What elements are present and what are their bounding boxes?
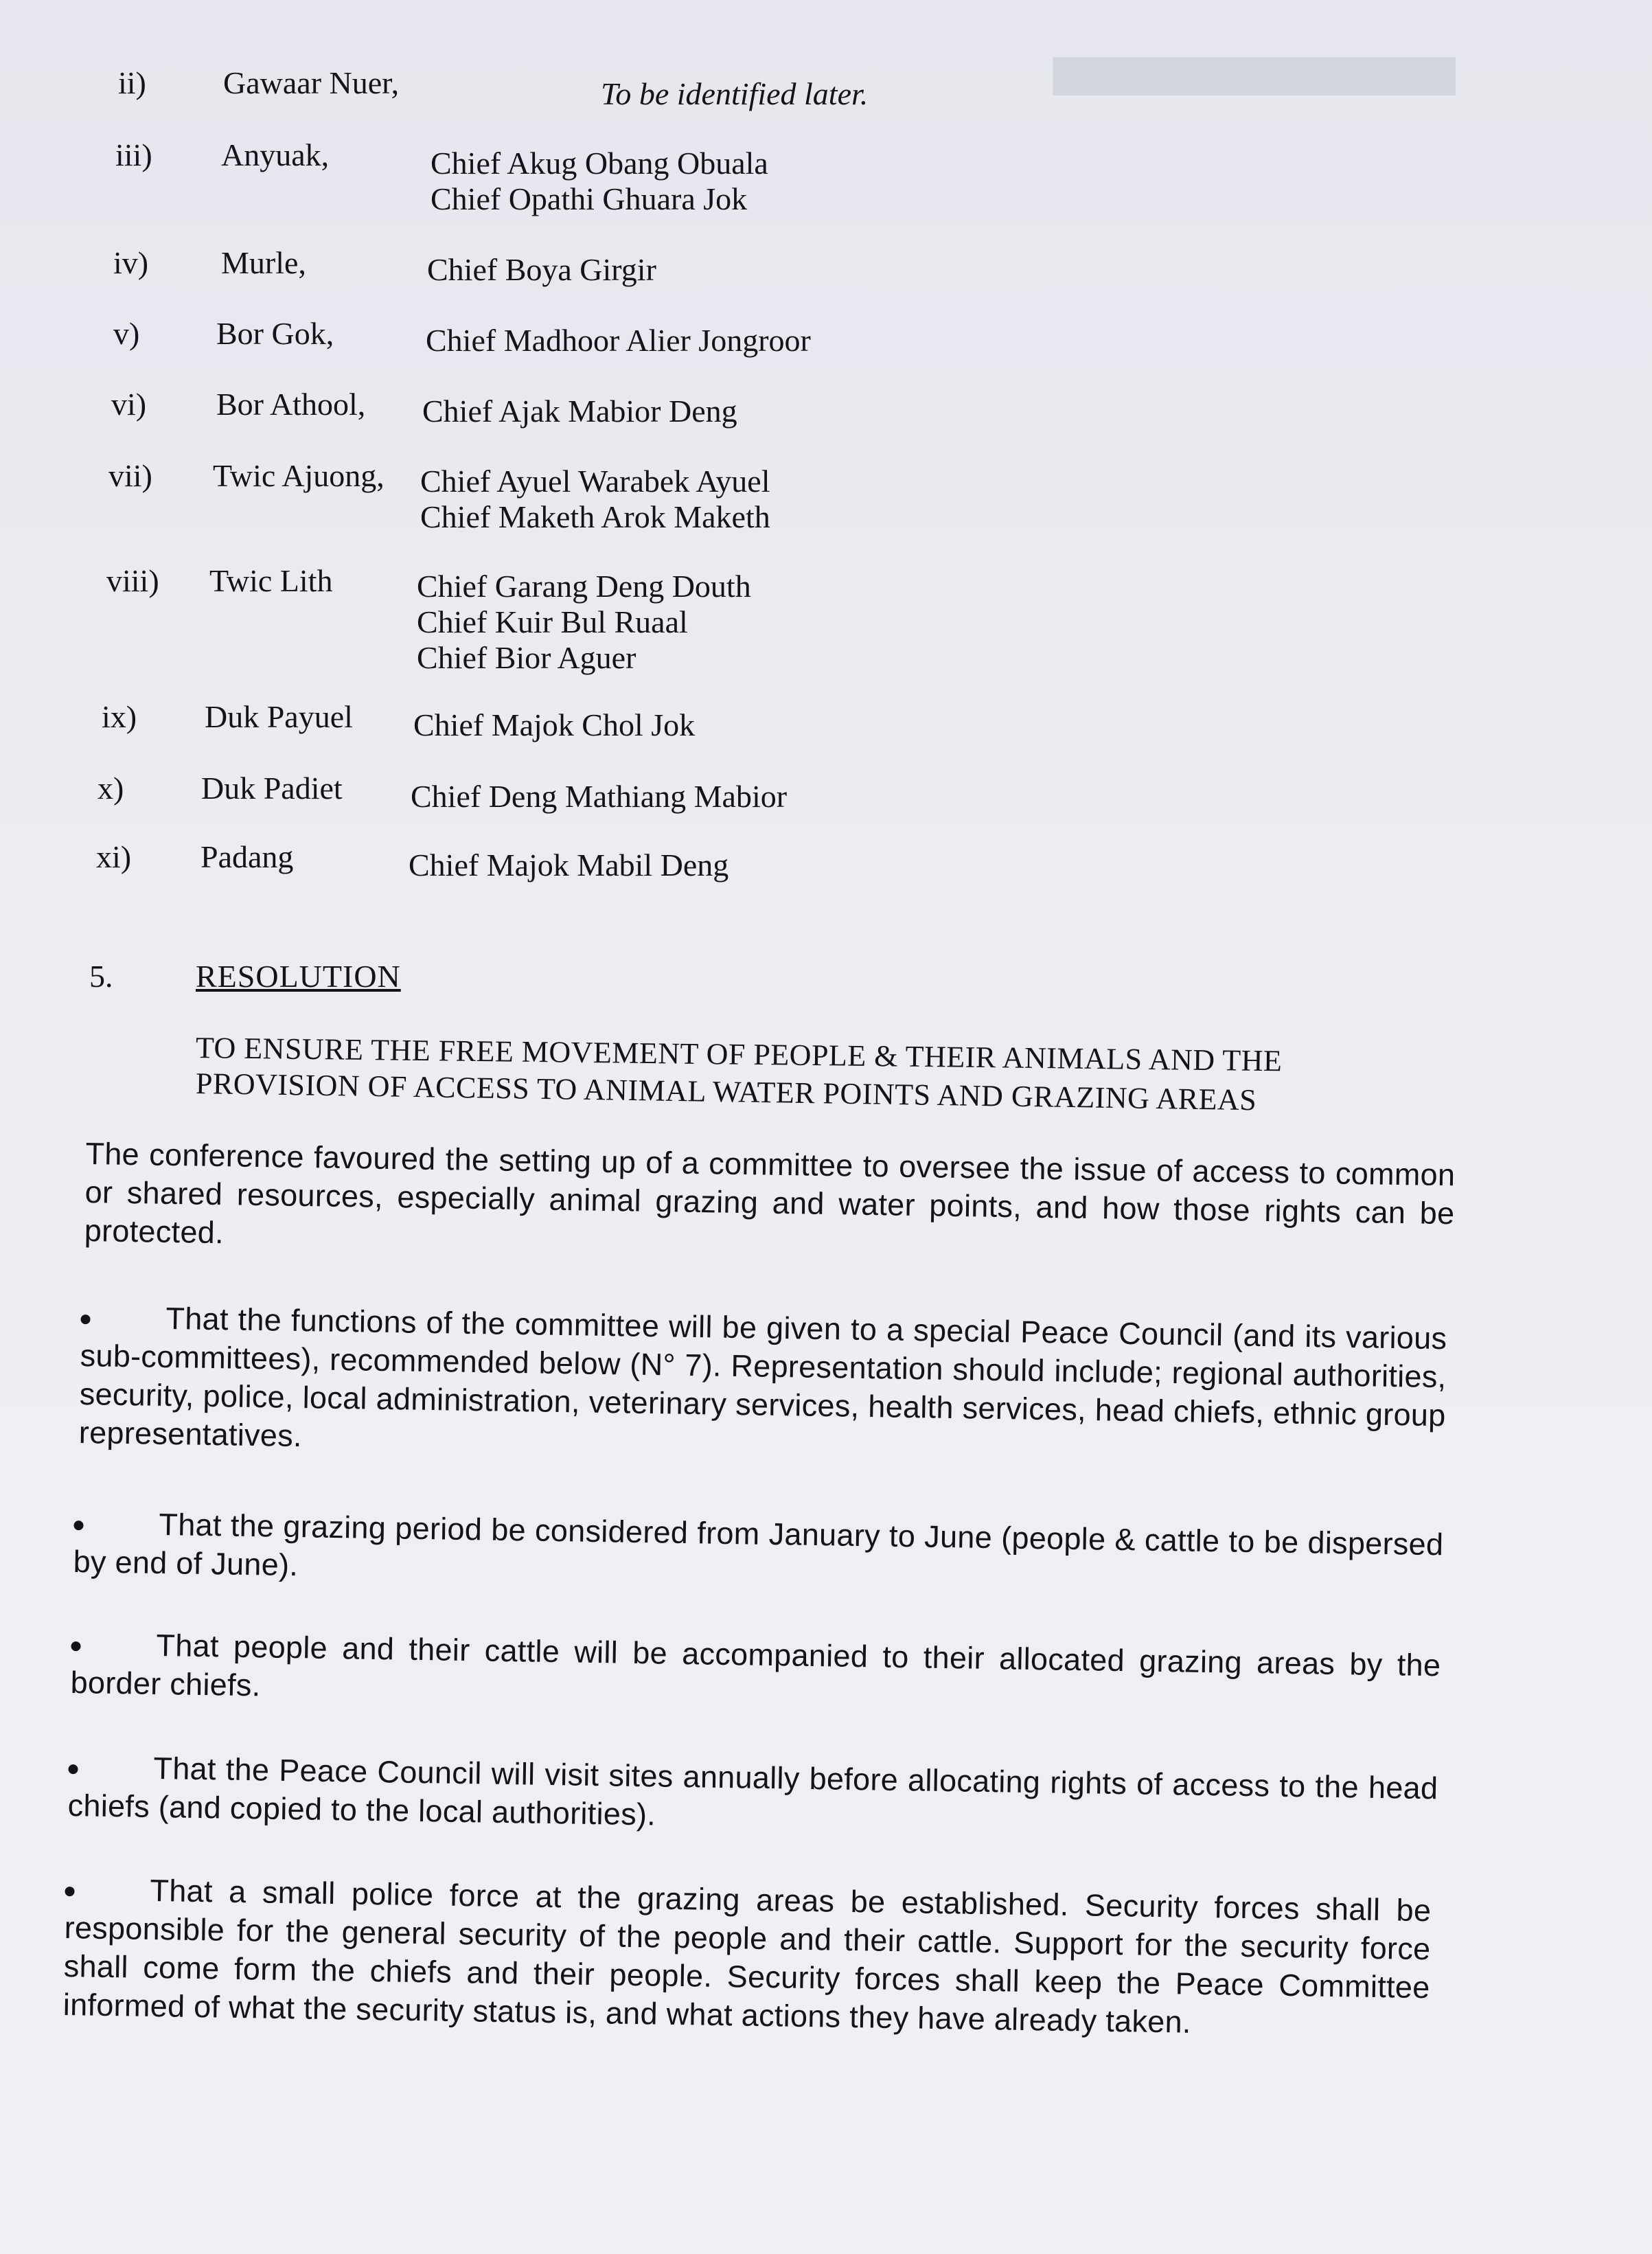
list-item-chief: Chief Majok Chol Jok — [413, 707, 696, 742]
list-item-chief: Chief Garang Deng Douth — [417, 569, 751, 604]
list-item-number: viii) — [106, 563, 159, 598]
list-item-number: ii) — [118, 65, 146, 100]
list-item-chief: Chief Madhoor Alier Jongroor — [426, 323, 811, 358]
list-item-chief: Chief Bior Aguer — [417, 640, 636, 675]
bullet-item — [70, 1625, 1441, 1723]
list-item-chief: Chief Opathi Ghuara Jok — [431, 181, 748, 216]
list-item-group: Murle, — [221, 245, 306, 280]
bullet-text: That a small police force at the grazing areas be established. Security forces shall be responsible for the general security of the people and their cattle. Support for the security force shall come form the chiefs and their people. Security forces shall keep the Peace Committee informed of what the security status is, and what actions they have already taken. — [62, 1872, 1432, 2040]
bullet-icon — [68, 1764, 78, 1774]
list-item-chief: Chief Akug Obang Obuala — [431, 146, 768, 181]
list-item-group: Anyuak, — [221, 137, 330, 172]
list-item-number: vi) — [111, 387, 147, 422]
bleed-through-texture: ██████████████████ — [1053, 58, 1456, 93]
list-item-group: Twic Lith — [209, 563, 333, 598]
list-item-number: v) — [113, 316, 140, 351]
list-item-group: Gawaar Nuer, — [223, 65, 400, 100]
bullet-text: That the functions of the committee will be given to a special Peace Council (and its various sub-committees), recommended below (N° 7). Representation should include; regional authorities, security, police, local administration, veterinary services, health services, head chiefs, ethnic group representatives. — [78, 1300, 1447, 1454]
list-item-group: Bor Athool, — [216, 387, 366, 422]
list-item-group: Twic Ajuong, — [213, 458, 385, 493]
bullet-item — [62, 1870, 1431, 2045]
list-item-number: x) — [97, 771, 124, 806]
bullet-text: That people and their cattle will be accompanied to their allocated grazing areas by the border chiefs. — [70, 1627, 1441, 1703]
list-item-chief: Chief Kuir Bul Ruaal — [417, 604, 688, 639]
bullet-item — [78, 1298, 1447, 1473]
bullet-icon — [80, 1314, 90, 1324]
list-item-chief: Chief Ayuel Warabek Ayuel — [420, 464, 770, 499]
list-item-group: Padang — [200, 839, 294, 874]
list-item-chief: Chief Ajak Mabior Deng — [422, 394, 737, 429]
list-item-group: Duk Padiet — [201, 771, 343, 806]
list-item-chief: Chief Deng Mathiang Mabior — [411, 779, 788, 814]
intro-paragraph: The conference favoured the setting up of a committee to oversee the issue of access to common or shared resources, especially animal grazing and water points, and how those rights can be protected. — [84, 1135, 1456, 1251]
section-number: 5. — [89, 959, 113, 994]
bullet-text: That the grazing period be considered from January to June (people & cattle to be dispersed by end of June). — [73, 1506, 1444, 1583]
list-item-number: ix) — [102, 699, 137, 734]
bullet-icon — [73, 1521, 83, 1530]
list-item-number: vii) — [108, 458, 152, 493]
resolution-heading — [195, 1030, 1473, 1117]
list-item-chief: Chief Boya Girgir — [427, 252, 656, 287]
list-item-number: iv) — [113, 245, 149, 280]
bullet-icon — [71, 1641, 80, 1651]
list-item-chief: Chief Majok Mabil Deng — [409, 847, 729, 883]
heading-line: PROVISION OF ACCESS TO ANIMAL WATER POINTS AND GRAZING AREAS — [195, 1067, 1257, 1117]
bullet-icon — [65, 1887, 74, 1896]
list-item-number: iii) — [115, 137, 152, 172]
section-title: RESOLUTION — [196, 959, 401, 994]
list-item-group: Bor Gok, — [216, 316, 334, 351]
list-item-chief: To be identified later. — [601, 76, 869, 111]
list-item-number: xi) — [96, 839, 132, 874]
heading-line: TO ENSURE THE FREE MOVEMENT OF PEOPLE & THEIR ANIMALS AND THE — [195, 1031, 1283, 1078]
bullet-item — [73, 1504, 1444, 1602]
bullet-text: That the Peace Council will visit sites annually before allocating rights of access to the head chiefs (and copied to the local authorities). — [67, 1750, 1438, 1832]
list-item-group: Duk Payuel — [205, 699, 353, 734]
list-item-chief: Chief Maketh Arok Maketh — [420, 499, 770, 534]
bullet-item — [67, 1748, 1438, 1846]
